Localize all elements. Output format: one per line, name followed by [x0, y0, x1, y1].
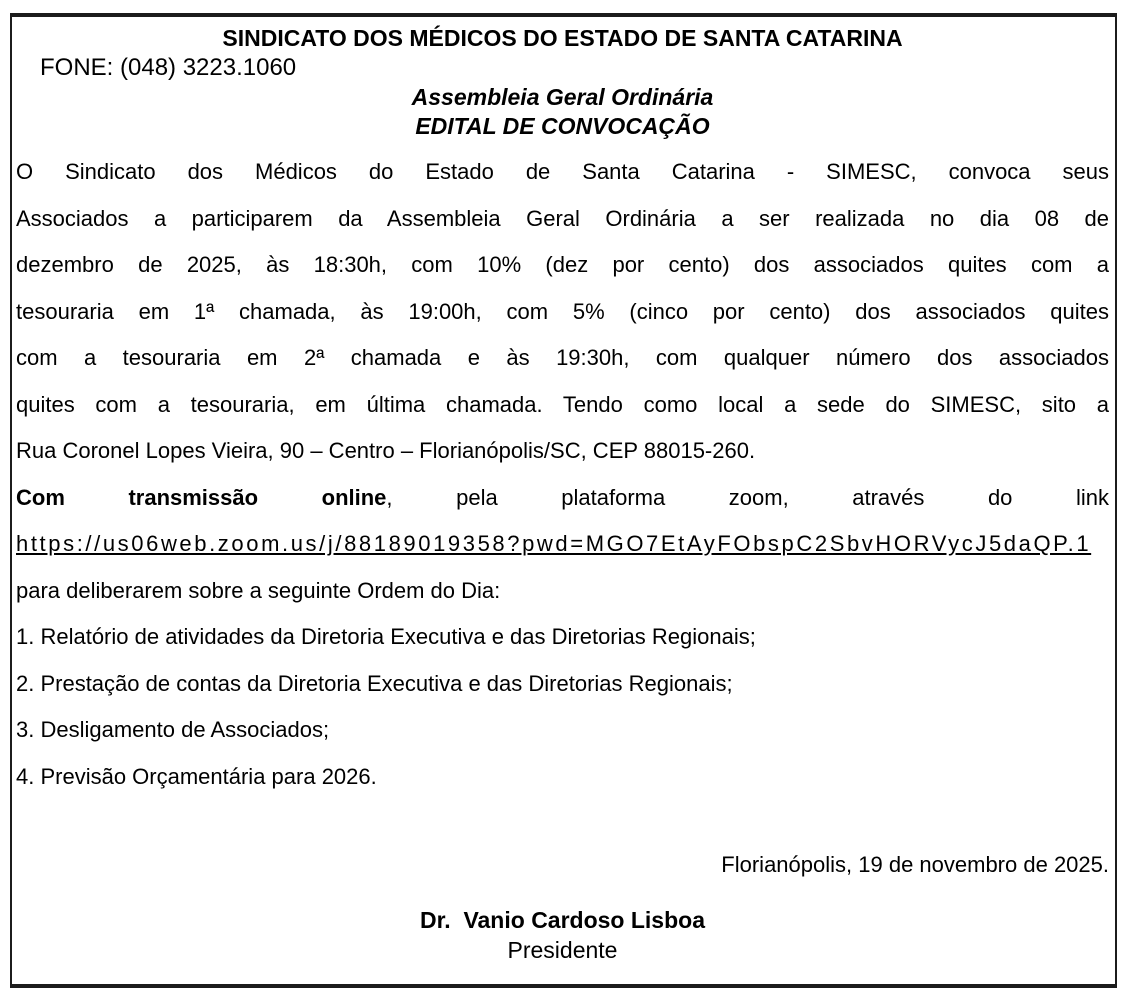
assembly-subtitle: Assembleia Geral Ordinária [411, 84, 714, 110]
address-line: Rua Coronel Lopes Vieira, 90 – Centro – Florianópolis/SC, CEP 88015-260. [16, 438, 756, 463]
online-transmission-rest: , pela plataforma zoom, através do link [386, 484, 1109, 510]
paragraph-line-1: O Sindicato dos Médicos do Estado de Santa Catarina - SIMESC, convoca seus [16, 159, 1109, 184]
president-title: Presidente [507, 936, 618, 963]
edital-subtitle: EDITAL DE CONVOCAÇÃO [415, 113, 710, 139]
paragraph-line-2: Associados a participarem da Assembleia Geral Ordinária a ser realizada no dia 08 de [16, 205, 1109, 231]
zoom-meeting-link[interactable]: https://us06web.zoom.us/j/88189019358?pwd=MGO7EtAyFObspC2SbvHORVycJ5daQP.1 [16, 531, 1092, 556]
agenda-item-2: 2. Prestação de contas da Diretoria Executiva e das Diretorias Regionais; [16, 670, 733, 696]
date-place-line: Florianópolis, 19 de novembro de 2025. [721, 852, 1109, 877]
convocation-paragraph [16, 149, 1109, 800]
paragraph-line-6: quites com a tesouraria, em última chamada. Tendo como local a sede do SIMESC, sito a [16, 391, 1109, 417]
paragraph-line-3: dezembro de 2025, às 18:30h, com 10% (dez por cento) dos associados quites com a [16, 252, 1109, 277]
online-transmission-bold: Com transmissão online [16, 484, 387, 510]
phone-line: FONE: (048) 3223.1060 [40, 54, 297, 81]
order-of-day-intro: para deliberarem sobre a seguinte Ordem do Dia: [16, 577, 501, 603]
union-name-title: SINDICATO DOS MÉDICOS DO ESTADO DE SANTA CATARINA [222, 25, 903, 51]
president-name: Dr. Vanio Cardoso Lisboa [419, 906, 705, 933]
agenda-item-1: 1. Relatório de atividades da Diretoria Executiva e das Diretorias Regionais; [16, 624, 756, 649]
online-transmission-line [16, 475, 1109, 522]
edital-document-frame [10, 13, 1117, 988]
agenda-item-3: 3. Desligamento de Associados; [16, 717, 330, 742]
paragraph-line-4: tesouraria em 1ª chamada, às 19:00h, com 5% (cinco por cento) dos associados quites [16, 298, 1109, 324]
agenda-item-4: 4. Previsão Orçamentária para 2026. [16, 763, 377, 789]
paragraph-line-5: com a tesouraria em 2ª chamada e às 19:30h, com qualquer número dos associados [16, 345, 1109, 370]
zoom-link-line [16, 521, 1109, 568]
